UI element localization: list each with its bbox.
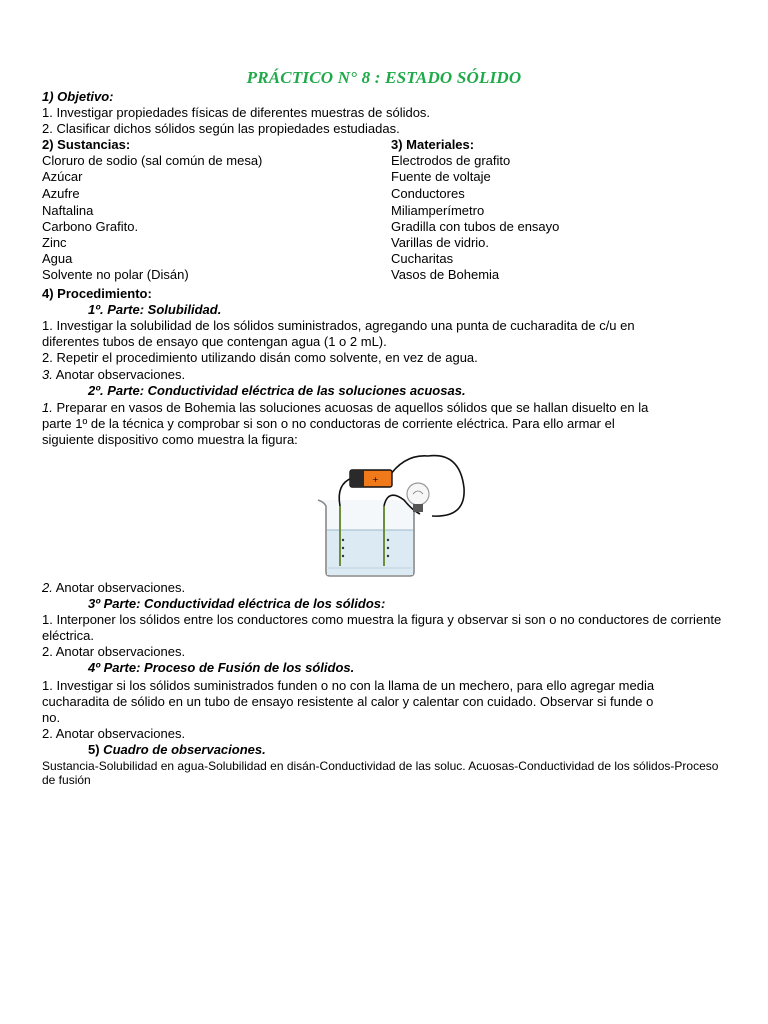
- parte2-line: [42, 400, 648, 416]
- cuadro-heading: [88, 742, 266, 758]
- parte3-title: 3º Parte: Conductividad eléctrica de los sólidos:: [88, 596, 386, 611]
- parte4-line: 2. Anotar observaciones.: [42, 726, 186, 741]
- parte3-line: 2. Anotar observaciones.: [42, 644, 186, 659]
- parte1-title: 1º. Parte: Solubilidad.: [88, 302, 222, 317]
- material-item: Vasos de Bohemia: [391, 267, 500, 282]
- sustancia-item: Zinc: [42, 235, 67, 250]
- parte1-line: 1. Investigar la solubilidad de los sólidos suministrados, agregando una punta de cucharadita de c/u en: [42, 318, 635, 333]
- objetivo-item: 1. Investigar propiedades físicas de diferentes muestras de sólidos.: [42, 105, 431, 120]
- battery: [350, 470, 392, 487]
- materiales-heading: 3) Materiales:: [391, 137, 475, 152]
- parte4-line: no.: [42, 710, 61, 725]
- beaker: [318, 500, 414, 576]
- objetivo-item: 2. Clasificar dichos sólidos según las propiedades estudiadas.: [42, 121, 400, 136]
- parte1-line: [42, 367, 185, 383]
- sustancia-item: Carbono Grafito.: [42, 219, 139, 234]
- cuadro-title: Cuadro de observaciones.: [99, 742, 266, 757]
- sustancia-item: Azufre: [42, 186, 80, 201]
- step-text: Anotar observaciones.: [52, 367, 186, 382]
- step-number: 3.: [42, 367, 53, 382]
- step-text: Anotar observaciones.: [52, 580, 186, 595]
- svg-text:+: +: [372, 475, 379, 484]
- cuadro-columns-text: Sustancia-Solubilidad en agua-Solubilidad en disán-Conductividad de las soluc. Acuosas-Conductividad de los sólidos-Proceso de fusión: [42, 759, 719, 787]
- material-item: Varillas de vidrio.: [391, 235, 490, 250]
- sustancia-item: Naftalina: [42, 203, 94, 218]
- material-item: Fuente de voltaje: [391, 169, 491, 184]
- material-item: Miliamperímetro: [391, 203, 485, 218]
- parte4-title: 4º Parte: Proceso de Fusión de los sólidos.: [88, 660, 355, 675]
- material-item: Conductores: [391, 186, 465, 201]
- sustancia-item: Solvente no polar (Disán): [42, 267, 189, 282]
- conductivity-apparatus-figure: [312, 448, 472, 580]
- parte1-line: diferentes tubos de ensayo que contengan agua (1 o 2 mL).: [42, 334, 387, 349]
- page-title: PRÁCTICO N° 8 : ESTADO SÓLIDO: [246, 68, 522, 87]
- sustancia-item: Cloruro de sodio (sal común de mesa): [42, 153, 263, 168]
- parte2-line: parte 1º de la técnica y comprobar si son o no conductoras de corriente eléctrica. Para ello armar el: [42, 416, 615, 431]
- parte2-title: 2º. Parte: Conductividad eléctrica de las soluciones acuosas.: [88, 383, 466, 398]
- cuadro-number: 5): [88, 742, 100, 757]
- parte2-line: [42, 580, 185, 596]
- step-number: 1.: [42, 400, 53, 415]
- parte3-line: eléctrica.: [42, 628, 95, 643]
- material-item: Gradilla con tubos de ensayo: [391, 219, 560, 234]
- sustancia-item: Azúcar: [42, 169, 83, 184]
- material-item: Cucharitas: [391, 251, 454, 266]
- parte1-line: 2. Repetir el procedimiento utilizando disán como solvente, en vez de agua.: [42, 350, 478, 365]
- step-text: Preparar en vasos de Bohemia las soluciones acuosas de aquellos sólidos que se hallan disuelto en la: [52, 400, 649, 415]
- sustancia-item: Agua: [42, 251, 73, 266]
- sustancias-heading: 2) Sustancias:: [42, 137, 131, 152]
- objetivo-heading: 1) Objetivo:: [42, 89, 114, 104]
- parte2-line: siguiente dispositivo como muestra la figura:: [42, 432, 298, 447]
- parte3-line: 1. Interponer los sólidos entre los conductores como muestra la figura y observar si son o no conductores de corriente: [42, 612, 722, 627]
- procedimiento-heading: 4) Procedimiento:: [42, 286, 152, 301]
- parte4-line: 1. Investigar si los sólidos suministrados funden o no con la llama de un mechero, para ello agregar media: [42, 678, 655, 693]
- parte4-line: cucharadita de sólido en un tubo de ensayo resistente al calor y calentar con cuidado. Observar si funde o: [42, 694, 654, 709]
- step-number: 2.: [42, 580, 53, 595]
- material-item: Electrodos de grafito: [391, 153, 511, 168]
